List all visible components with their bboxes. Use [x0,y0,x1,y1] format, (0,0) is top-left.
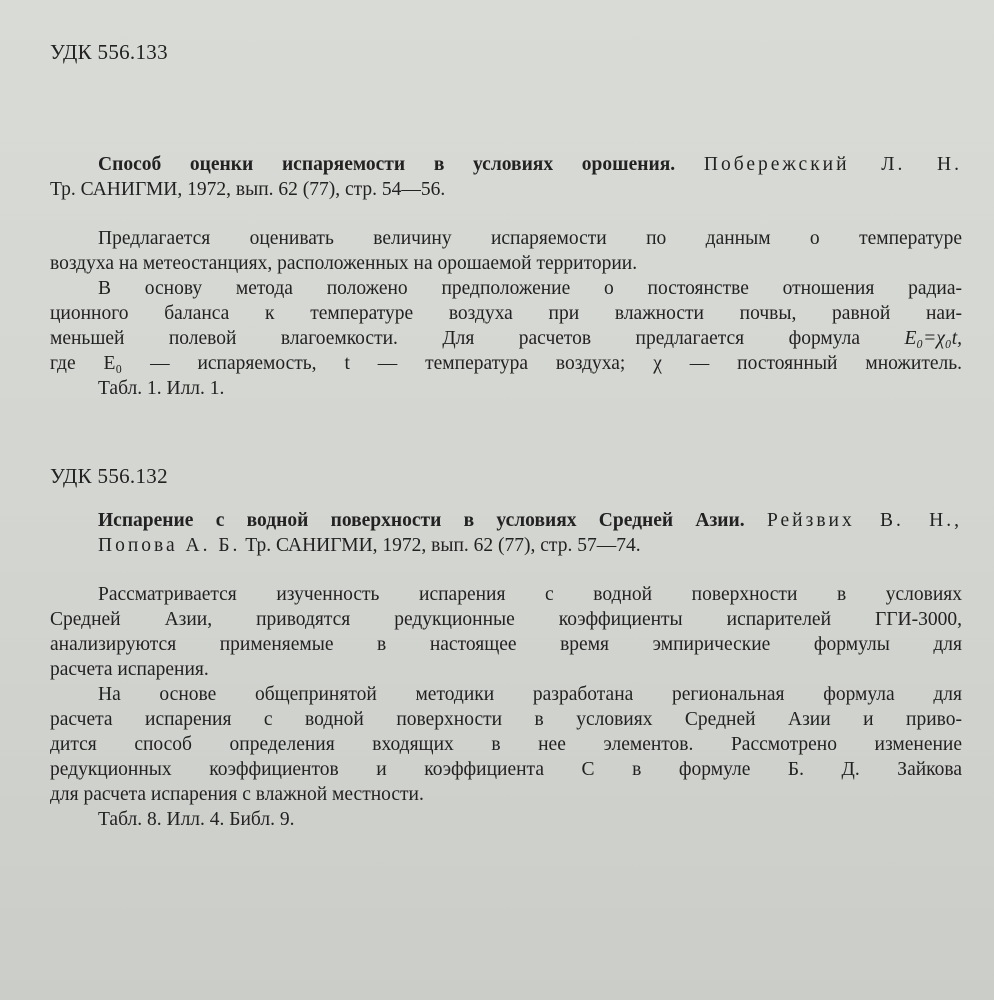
entry-title: Испарение с водной поверхности в условиях Средней Азии. [98,510,745,531]
paragraph-line: В основу метода положено предположение о постоянстве отношения радиа- [98,278,962,299]
entry-heading-line [50,508,962,533]
paragraph-line: На основе общепринятой методики разработана региональная формула для [98,684,962,705]
paragraph-text: где [50,353,76,374]
paragraph-line: воздуха на метеостанциях, расположенных на орошаемой территории. [50,253,638,274]
paragraph-line [50,326,962,351]
paragraph-line: редукционных коэффициентов и коэффициента C в формуле Б. Д. Зайкова [50,759,962,780]
paragraph-line: Предлагается оценивать величину испаряемости по данным о температуре [98,228,962,249]
entry-authors: Попова А. Б. [98,535,241,556]
paragraph-line: ционного баланса к температуре воздуха при влажности почвы, равной наи- [50,303,962,324]
entry-source: Тр. САНИГМИ, 1972, вып. 62 (77), стр. 57—74. [245,535,641,556]
paragraph-text: меньшей полевой влагоемкости. Для расчетов предлагается формула [50,328,861,349]
paragraph-line: расчета испарения. [50,659,209,680]
paragraph-line: дится способ определения входящих в нее элементов. Рассмотрено изменение [50,734,962,755]
entry-authors: Побережский Л. Н. [703,154,962,175]
paragraph-line: Рассматривается изученность испарения с водной поверхности в условиях [98,584,962,605]
abstract-entry [50,152,962,401]
entry-footer: Табл. 1. Илл. 1. [98,378,225,399]
paragraph-line [50,351,962,376]
entry-authors: Рейзвих В. Н., [766,510,962,531]
entry-source-line [50,533,962,558]
entry-footer: Табл. 8. Илл. 4. Библ. 9. [98,809,295,830]
formula: E₀=χ₀t, [904,328,962,349]
entry-title: Способ оценки испаряемости в условиях орошения. [98,154,676,175]
paragraph-line: Средней Азии, приводятся редукционные коэффициенты испарителей ГГИ-3000, [50,609,962,630]
paragraph-line: для расчета испарения с влажной местности. [50,784,424,805]
paragraph-text: E₀ — испаряемость, [103,353,317,374]
paragraph-line: расчета испарения с водной поверхности в условиях Средней Азии и приво- [50,709,962,730]
paragraph-text: χ — постоянный множитель. [653,353,963,374]
paragraph-text: t — температура воздуха; [344,353,626,374]
entry-heading-line [50,152,962,177]
entry-source: Тр. САНИГМИ, 1972, вып. 62 (77), стр. 54—56. [50,179,446,200]
abstract-entry [50,508,962,832]
udk-code: УДК 556.132 [50,464,168,488]
udk-code: УДК 556.133 [50,40,168,64]
paragraph-line: анализируются применяемые в настоящее время эмпирические формулы для [50,634,962,655]
